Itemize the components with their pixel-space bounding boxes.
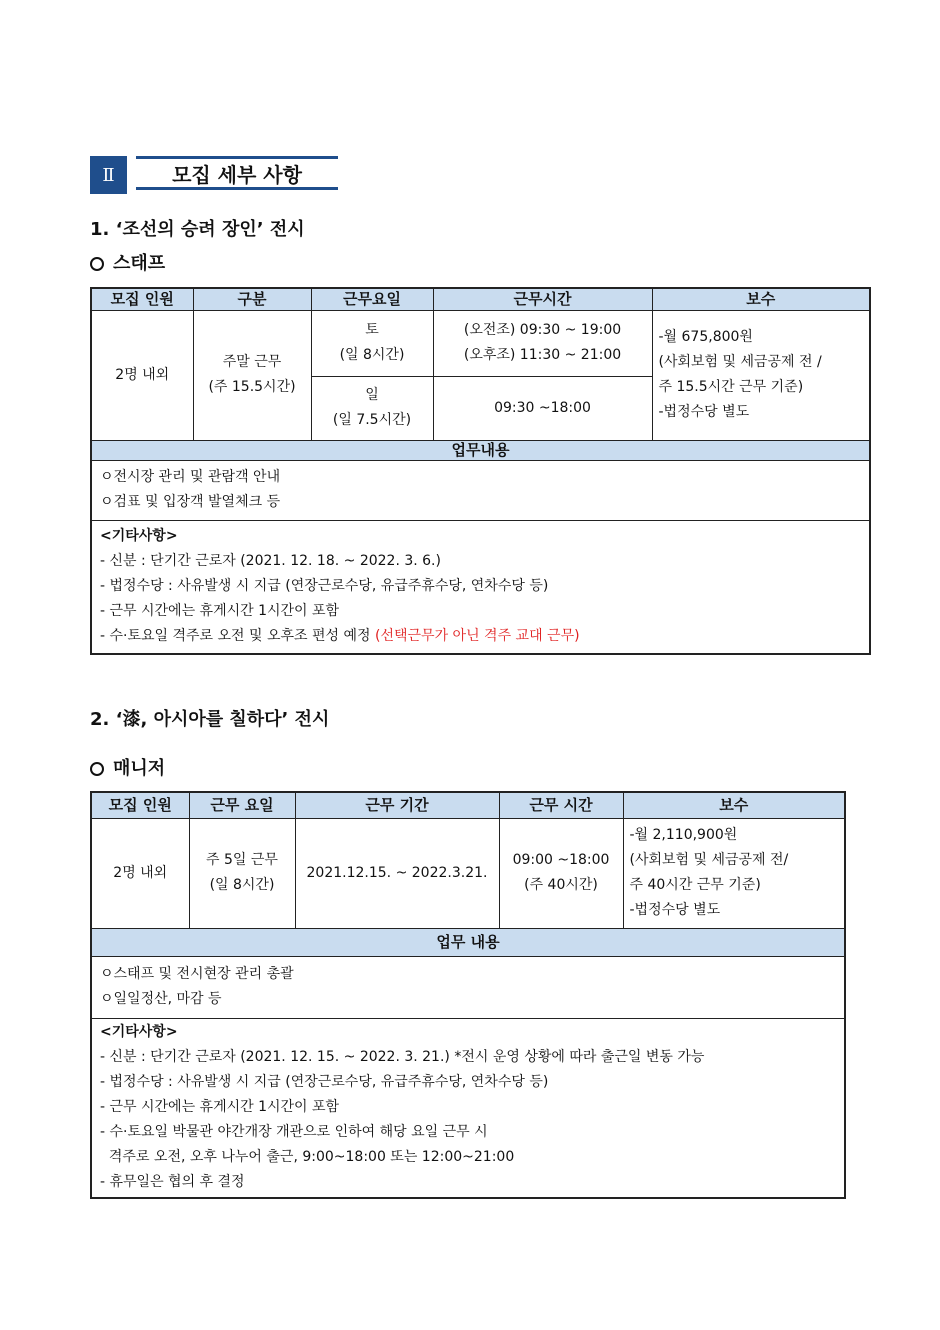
work-time: 09:00 ~18:00 (주 40시간) [499,818,623,928]
duties-header: 업무 내용 [91,928,845,956]
exhibit1-role-label: 스태프 [113,253,166,274]
notes-cell: <기타사항> - 신분 : 단기간 근로자 (2021. 12. 18. ~ 2022. 3. 6.) - 법정수당 : 사유발생 시 지급 (연장근로수당, 유급주휴수당, 연차수당 등) - 근무 시간에는 휴게시간 1시간이 포함 - 수·토요일 격주로 오전 및 오후조 편성 예정 (선택근무가 아닌 격주 교대 근무) [91,520,870,654]
exhibit1-table [90,287,871,655]
exhibit1-role [90,249,165,275]
duties-cell: ㅇ전시장 관리 및 관람객 안내 ㅇ검표 및 입장객 발열체크 등 [91,460,870,520]
pay-cell: -월 675,800원 (사회보험 및 세금공제 전 / 주 15.5시간 근무 기준) -법정수당 별도 [652,310,870,440]
col-header: 모집 인원 [91,288,193,310]
work-period: 2021.12.15. ~ 2022.3.21. [295,818,499,928]
saturday-cell: 토 (일 8시간) [311,310,433,376]
sunday-cell: 일 (일 7.5시간) [311,376,433,440]
work-category: 주말 근무 (주 15.5시간) [193,310,311,440]
col-header: 근무 시간 [499,792,623,818]
duties-cell: ㅇ스태프 및 전시현장 관리 총괄 ㅇ일일정산, 마감 등 [91,956,845,1018]
circle-bullet-icon [90,762,104,776]
exhibit1-heading: 1. ‘조선의 승려 장인’ 전시 [90,219,305,240]
saturday-time: (오전조) 09:30 ~ 19:00 (오후조) 11:30 ~ 21:00 [433,310,652,376]
section-title: 모집 세부 사항 [136,156,338,190]
col-header: 근무요일 [311,288,433,310]
note-highlight: (선택근무가 아닌 격주 교대 근무) [375,628,580,645]
col-header: 보수 [623,792,845,818]
recruit-count: 2명 내외 [91,818,189,928]
circle-bullet-icon [90,257,104,271]
col-header: 모집 인원 [91,792,189,818]
col-header: 근무 기간 [295,792,499,818]
exhibit2-role [90,754,165,780]
notes-cell: <기타사항> - 신분 : 단기간 근로자 (2021. 12. 15. ~ 2022. 3. 21.) *전시 운영 상황에 따라 출근일 변동 가능 - 법정수당 : 사유발생 시 지급 (연장근로수당, 유급주휴수당, 연차수당 등) - 근무 시간에는 휴게시간 1시간이 포함 - 수·토요일 박물관 야간개장 개관으로 인하여 해당 요일 근무 시 격주로 오전, 오후 나누어 출근, 9:00~18:00 또는 12:00~21:00 - 휴무일은 협의 후 결정 [91,1018,845,1198]
duties-header: 업무내용 [91,440,870,460]
exhibit2-table [90,791,846,1199]
exhibit2-heading: 2. ‘漆, 아시아를 칠하다’ 전시 [90,709,330,730]
pay-cell: -월 2,110,900원 (사회보험 및 세금공제 전/ 주 40시간 근무 기준) -법정수당 별도 [623,818,845,928]
col-header: 구분 [193,288,311,310]
exhibit2-role-label: 매니저 [113,758,166,779]
col-header: 보수 [652,288,870,310]
col-header: 근무시간 [433,288,652,310]
work-days: 주 5일 근무 (일 8시간) [189,818,295,928]
sunday-time: 09:30 ~18:00 [433,376,652,440]
section-number: Ⅱ [90,156,127,194]
col-header: 근무 요일 [189,792,295,818]
recruit-count: 2명 내외 [91,310,193,440]
